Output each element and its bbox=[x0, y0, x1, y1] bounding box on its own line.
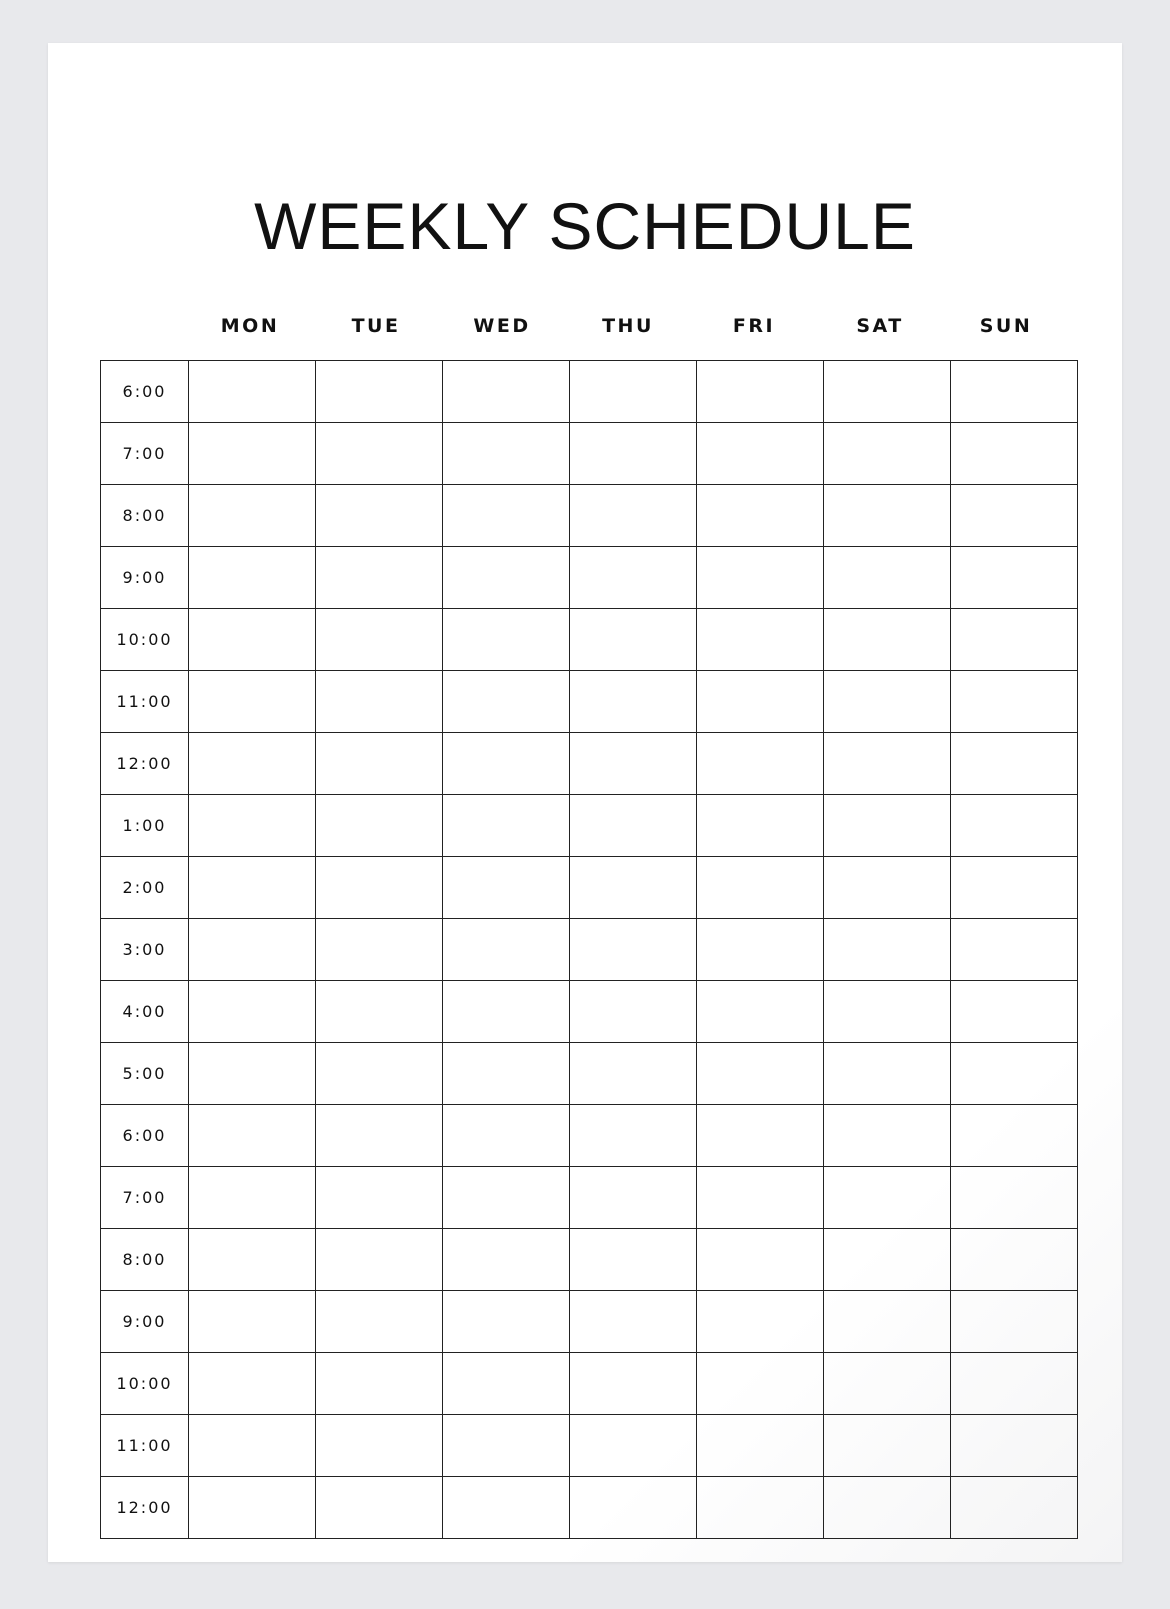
schedule-cell-fri[interactable] bbox=[697, 1167, 824, 1229]
schedule-cell-fri[interactable] bbox=[697, 423, 824, 485]
time-row bbox=[101, 547, 1078, 609]
schedule-cell-tue[interactable] bbox=[316, 1229, 443, 1291]
time-label: 12:00 bbox=[101, 733, 189, 795]
schedule-grid-body bbox=[101, 361, 1078, 1539]
schedule-cell-tue[interactable] bbox=[316, 919, 443, 981]
schedule-cell-thu[interactable] bbox=[570, 609, 697, 671]
schedule-cell-fri[interactable] bbox=[697, 1415, 824, 1477]
time-row bbox=[101, 361, 1078, 423]
schedule-cell-tue[interactable] bbox=[316, 1291, 443, 1353]
schedule-cell-sun[interactable] bbox=[951, 1291, 1078, 1353]
schedule-cell-sat[interactable] bbox=[824, 1415, 951, 1477]
time-label: 8:00 bbox=[101, 485, 189, 547]
schedule-cell-wed[interactable] bbox=[443, 423, 570, 485]
time-row bbox=[101, 1229, 1078, 1291]
time-label: 7:00 bbox=[101, 1167, 189, 1229]
schedule-cell-mon[interactable] bbox=[189, 485, 316, 547]
schedule-cell-wed[interactable] bbox=[443, 733, 570, 795]
time-row bbox=[101, 609, 1078, 671]
schedule-cell-fri[interactable] bbox=[697, 733, 824, 795]
schedule-cell-sun[interactable] bbox=[951, 485, 1078, 547]
schedule-cell-sun[interactable] bbox=[951, 609, 1078, 671]
schedule-cell-tue[interactable] bbox=[316, 1043, 443, 1105]
schedule-cell-sun[interactable] bbox=[951, 547, 1078, 609]
schedule-cell-sat[interactable] bbox=[824, 1477, 951, 1539]
day-header-mon: MON bbox=[220, 315, 280, 337]
day-header-fri: FRI bbox=[732, 315, 776, 337]
schedule-cell-sun[interactable] bbox=[951, 1477, 1078, 1539]
schedule-cell-fri[interactable] bbox=[697, 361, 824, 423]
schedule-cell-wed[interactable] bbox=[443, 857, 570, 919]
time-row bbox=[101, 485, 1078, 547]
time-row bbox=[101, 423, 1078, 485]
schedule-cell-sun[interactable] bbox=[951, 919, 1078, 981]
schedule-cell-sat[interactable] bbox=[824, 919, 951, 981]
schedule-cell-sat[interactable] bbox=[824, 1229, 951, 1291]
day-header-thu: THU bbox=[602, 315, 654, 337]
schedule-cell-thu[interactable] bbox=[570, 1229, 697, 1291]
schedule-cell-mon[interactable] bbox=[189, 361, 316, 423]
schedule-cell-thu[interactable] bbox=[570, 733, 697, 795]
time-label: 5:00 bbox=[101, 1043, 189, 1105]
schedule-cell-fri[interactable] bbox=[697, 1477, 824, 1539]
schedule-cell-tue[interactable] bbox=[316, 981, 443, 1043]
time-label: 10:00 bbox=[101, 1353, 189, 1415]
schedule-cell-thu[interactable] bbox=[570, 423, 697, 485]
schedule-cell-sat[interactable] bbox=[824, 1167, 951, 1229]
time-row bbox=[101, 919, 1078, 981]
schedule-cell-mon[interactable] bbox=[189, 1105, 316, 1167]
time-row bbox=[101, 1291, 1078, 1353]
schedule-cell-thu[interactable] bbox=[570, 547, 697, 609]
day-header-sat: SAT bbox=[856, 315, 904, 337]
schedule-cell-thu[interactable] bbox=[570, 1415, 697, 1477]
schedule-cell-wed[interactable] bbox=[443, 1229, 570, 1291]
schedule-cell-wed[interactable] bbox=[443, 1291, 570, 1353]
schedule-cell-sat[interactable] bbox=[824, 671, 951, 733]
schedule-cell-tue[interactable] bbox=[316, 1415, 443, 1477]
time-row bbox=[101, 857, 1078, 919]
schedule-cell-sun[interactable] bbox=[951, 1105, 1078, 1167]
schedule-cell-fri[interactable] bbox=[697, 671, 824, 733]
schedule-cell-thu[interactable] bbox=[570, 1043, 697, 1105]
schedule-cell-thu[interactable] bbox=[570, 1105, 697, 1167]
schedule-cell-tue[interactable] bbox=[316, 1477, 443, 1539]
time-row bbox=[101, 1477, 1078, 1539]
schedule-cell-fri[interactable] bbox=[697, 919, 824, 981]
time-label: 6:00 bbox=[101, 1105, 189, 1167]
schedule-cell-thu[interactable] bbox=[570, 671, 697, 733]
schedule-cell-wed[interactable] bbox=[443, 1105, 570, 1167]
schedule-cell-wed[interactable] bbox=[443, 671, 570, 733]
time-label: 6:00 bbox=[101, 361, 189, 423]
schedule-cell-sat[interactable] bbox=[824, 857, 951, 919]
schedule-cell-wed[interactable] bbox=[443, 361, 570, 423]
schedule-cell-sun[interactable] bbox=[951, 1353, 1078, 1415]
day-header-row bbox=[187, 315, 1069, 345]
schedule-cell-fri[interactable] bbox=[697, 1105, 824, 1167]
time-label: 9:00 bbox=[101, 547, 189, 609]
schedule-cell-wed[interactable] bbox=[443, 1415, 570, 1477]
schedule-cell-wed[interactable] bbox=[443, 1167, 570, 1229]
schedule-cell-tue[interactable] bbox=[316, 733, 443, 795]
schedule-cell-sun[interactable] bbox=[951, 1415, 1078, 1477]
schedule-cell-sun[interactable] bbox=[951, 1043, 1078, 1105]
schedule-cell-mon[interactable] bbox=[189, 1043, 316, 1105]
schedule-cell-sat[interactable] bbox=[824, 1043, 951, 1105]
schedule-cell-fri[interactable] bbox=[697, 485, 824, 547]
schedule-cell-tue[interactable] bbox=[316, 857, 443, 919]
schedule-cell-mon[interactable] bbox=[189, 919, 316, 981]
schedule-cell-sun[interactable] bbox=[951, 795, 1078, 857]
schedule-cell-thu[interactable] bbox=[570, 919, 697, 981]
schedule-cell-sat[interactable] bbox=[824, 485, 951, 547]
time-row bbox=[101, 795, 1078, 857]
schedule-cell-mon[interactable] bbox=[189, 547, 316, 609]
schedule-cell-thu[interactable] bbox=[570, 795, 697, 857]
schedule-cell-fri[interactable] bbox=[697, 857, 824, 919]
schedule-cell-tue[interactable] bbox=[316, 547, 443, 609]
schedule-cell-thu[interactable] bbox=[570, 981, 697, 1043]
time-label: 3:00 bbox=[101, 919, 189, 981]
schedule-cell-thu[interactable] bbox=[570, 1477, 697, 1539]
schedule-cell-fri[interactable] bbox=[697, 609, 824, 671]
schedule-cell-sat[interactable] bbox=[824, 547, 951, 609]
day-header-tue: TUE bbox=[351, 315, 401, 337]
time-label: 4:00 bbox=[101, 981, 189, 1043]
schedule-cell-wed[interactable] bbox=[443, 795, 570, 857]
schedule-cell-sun[interactable] bbox=[951, 1167, 1078, 1229]
schedule-cell-sat[interactable] bbox=[824, 609, 951, 671]
schedule-sheet bbox=[48, 43, 1122, 1562]
day-header-wed: WED bbox=[473, 315, 531, 337]
schedule-cell-tue[interactable] bbox=[316, 1105, 443, 1167]
schedule-cell-sat[interactable] bbox=[824, 1105, 951, 1167]
schedule-cell-mon[interactable] bbox=[189, 981, 316, 1043]
schedule-cell-sun[interactable] bbox=[951, 423, 1078, 485]
time-label: 2:00 bbox=[101, 857, 189, 919]
schedule-cell-thu[interactable] bbox=[570, 485, 697, 547]
schedule-cell-mon[interactable] bbox=[189, 733, 316, 795]
schedule-cell-fri[interactable] bbox=[697, 1043, 824, 1105]
page-title: WEEKLY SCHEDULE bbox=[254, 189, 916, 263]
schedule-cell-sat[interactable] bbox=[824, 423, 951, 485]
schedule-cell-sat[interactable] bbox=[824, 1291, 951, 1353]
time-label: 8:00 bbox=[101, 1229, 189, 1291]
schedule-cell-wed[interactable] bbox=[443, 919, 570, 981]
schedule-cell-wed[interactable] bbox=[443, 1353, 570, 1415]
schedule-cell-mon[interactable] bbox=[189, 795, 316, 857]
time-label: 9:00 bbox=[101, 1291, 189, 1353]
time-label: 12:00 bbox=[101, 1477, 189, 1539]
schedule-cell-fri[interactable] bbox=[697, 1229, 824, 1291]
schedule-cell-fri[interactable] bbox=[697, 1291, 824, 1353]
time-row bbox=[101, 1043, 1078, 1105]
schedule-cell-tue[interactable] bbox=[316, 795, 443, 857]
schedule-cell-mon[interactable] bbox=[189, 671, 316, 733]
schedule-cell-wed[interactable] bbox=[443, 609, 570, 671]
time-row bbox=[101, 1105, 1078, 1167]
schedule-cell-sat[interactable] bbox=[824, 1353, 951, 1415]
schedule-cell-sat[interactable] bbox=[824, 361, 951, 423]
schedule-grid bbox=[100, 360, 1078, 1539]
schedule-cell-tue[interactable] bbox=[316, 671, 443, 733]
schedule-cell-mon[interactable] bbox=[189, 1353, 316, 1415]
schedule-cell-tue[interactable] bbox=[316, 1167, 443, 1229]
schedule-cell-mon[interactable] bbox=[189, 857, 316, 919]
schedule-cell-wed[interactable] bbox=[443, 1043, 570, 1105]
time-label: 11:00 bbox=[101, 1415, 189, 1477]
schedule-cell-sun[interactable] bbox=[951, 857, 1078, 919]
schedule-cell-sat[interactable] bbox=[824, 795, 951, 857]
schedule-cell-mon[interactable] bbox=[189, 1167, 316, 1229]
schedule-cell-thu[interactable] bbox=[570, 361, 697, 423]
schedule-cell-tue[interactable] bbox=[316, 485, 443, 547]
schedule-cell-tue[interactable] bbox=[316, 423, 443, 485]
time-row bbox=[101, 1353, 1078, 1415]
schedule-cell-wed[interactable] bbox=[443, 1477, 570, 1539]
schedule-cell-sun[interactable] bbox=[951, 1229, 1078, 1291]
schedule-cell-thu[interactable] bbox=[570, 857, 697, 919]
schedule-cell-sun[interactable] bbox=[951, 671, 1078, 733]
schedule-cell-sat[interactable] bbox=[824, 981, 951, 1043]
schedule-cell-sat[interactable] bbox=[824, 733, 951, 795]
schedule-cell-thu[interactable] bbox=[570, 1291, 697, 1353]
schedule-cell-sun[interactable] bbox=[951, 733, 1078, 795]
time-label: 7:00 bbox=[101, 423, 189, 485]
schedule-cell-fri[interactable] bbox=[697, 1353, 824, 1415]
schedule-cell-thu[interactable] bbox=[570, 1167, 697, 1229]
schedule-cell-tue[interactable] bbox=[316, 609, 443, 671]
schedule-cell-tue[interactable] bbox=[316, 1353, 443, 1415]
schedule-cell-tue[interactable] bbox=[316, 361, 443, 423]
time-label: 11:00 bbox=[101, 671, 189, 733]
schedule-cell-fri[interactable] bbox=[697, 795, 824, 857]
time-row bbox=[101, 733, 1078, 795]
time-label: 1:00 bbox=[101, 795, 189, 857]
schedule-cell-fri[interactable] bbox=[697, 547, 824, 609]
schedule-cell-mon[interactable] bbox=[189, 423, 316, 485]
time-row bbox=[101, 981, 1078, 1043]
schedule-cell-wed[interactable] bbox=[443, 485, 570, 547]
schedule-cell-mon[interactable] bbox=[189, 1477, 316, 1539]
time-label: 10:00 bbox=[101, 609, 189, 671]
schedule-cell-wed[interactable] bbox=[443, 981, 570, 1043]
schedule-cell-sun[interactable] bbox=[951, 981, 1078, 1043]
time-row bbox=[101, 1167, 1078, 1229]
time-row bbox=[101, 1415, 1078, 1477]
schedule-cell-thu[interactable] bbox=[570, 1353, 697, 1415]
schedule-cell-mon[interactable] bbox=[189, 609, 316, 671]
schedule-cell-mon[interactable] bbox=[189, 1229, 316, 1291]
schedule-cell-fri[interactable] bbox=[697, 981, 824, 1043]
schedule-cell-mon[interactable] bbox=[189, 1291, 316, 1353]
time-row bbox=[101, 671, 1078, 733]
schedule-cell-sun[interactable] bbox=[951, 361, 1078, 423]
schedule-cell-mon[interactable] bbox=[189, 1415, 316, 1477]
day-header-sun: SUN bbox=[979, 315, 1033, 337]
schedule-cell-wed[interactable] bbox=[443, 547, 570, 609]
